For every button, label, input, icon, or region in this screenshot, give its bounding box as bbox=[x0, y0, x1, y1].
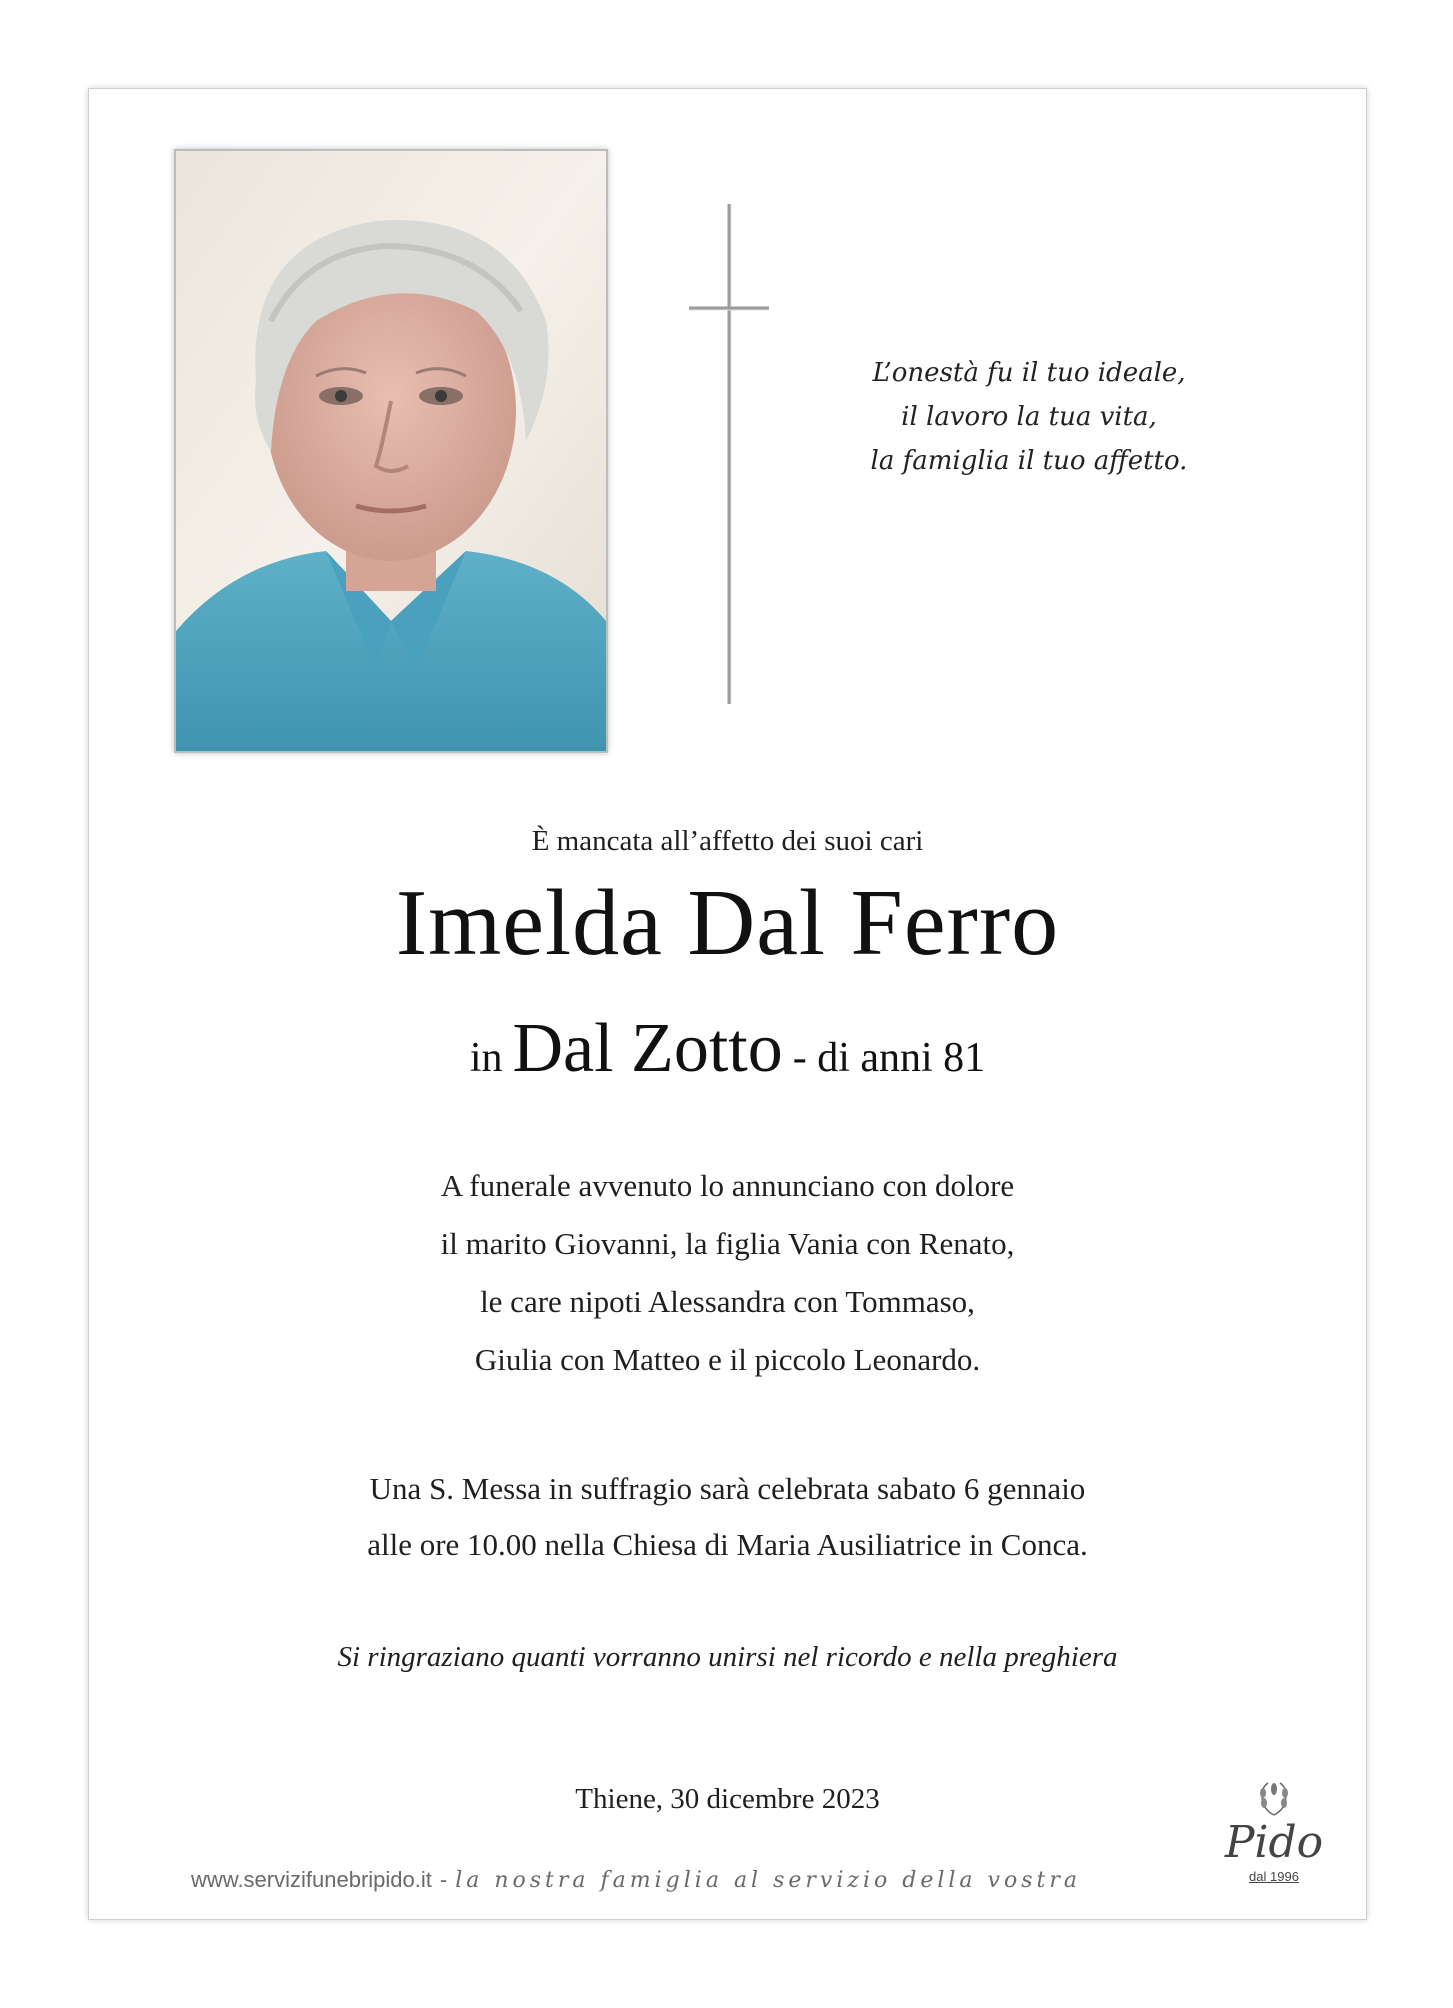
married-prefix: in bbox=[469, 1035, 503, 1081]
announcement-line: le care nipoti Alessandra con Tommaso, bbox=[480, 1284, 975, 1319]
logo-brand: Pido bbox=[1224, 1817, 1324, 1868]
announcement-line: il marito Giovanni, la figlia Vania con Renato, bbox=[440, 1226, 1015, 1261]
notice-intro: È mancata all’affetto dei suoi cari bbox=[531, 825, 924, 857]
deceased-name: Imelda Dal Ferro bbox=[395, 871, 1060, 975]
obituary-sheet bbox=[88, 88, 1367, 1920]
epitaph-quote bbox=[809, 351, 1249, 483]
announcement-text bbox=[89, 1157, 1366, 1389]
married-name-line bbox=[89, 1009, 1366, 1089]
wreath-icon bbox=[1254, 1779, 1294, 1819]
announcement-line: A funerale avvenuto lo annunciano con dolore bbox=[440, 1168, 1015, 1203]
footer-slogan: la nostra famiglia al servizio della vostra bbox=[455, 1868, 1081, 1893]
thanks-text: Si ringraziano quanti vorranno unirsi nel ricordo e nella preghiera bbox=[337, 1641, 1118, 1673]
portrait-photo bbox=[174, 149, 608, 753]
quote-line: la famiglia il tuo affetto. bbox=[870, 446, 1188, 476]
footer-separator: - bbox=[439, 1867, 448, 1892]
logo-since: dal 1996 bbox=[1249, 1869, 1299, 1884]
age-text: - di anni 81 bbox=[792, 1035, 986, 1081]
married-surname: Dal Zotto bbox=[512, 1010, 783, 1087]
mass-line: alle ore 10.00 nella Chiesa di Maria Ausiliatrice in Conca. bbox=[367, 1527, 1088, 1562]
quote-line: il lavoro la tua vita, bbox=[901, 402, 1157, 432]
mass-line: Una S. Messa in suffragio sarà celebrata sabato 6 gennaio bbox=[369, 1471, 1086, 1506]
footer bbox=[191, 1867, 1081, 1893]
funeral-home-logo bbox=[1209, 1779, 1339, 1899]
announcement-line: Giulia con Matteo e il piccolo Leonardo. bbox=[474, 1342, 981, 1377]
cross-icon bbox=[689, 204, 769, 704]
quote-line: L’onestà fu il tuo ideale, bbox=[872, 358, 1186, 388]
portrait-image bbox=[176, 151, 606, 751]
place-date: Thiene, 30 dicembre 2023 bbox=[575, 1783, 880, 1815]
mass-notice bbox=[89, 1461, 1366, 1573]
website-link[interactable]: www.servizifunebripido.it bbox=[191, 1867, 432, 1892]
